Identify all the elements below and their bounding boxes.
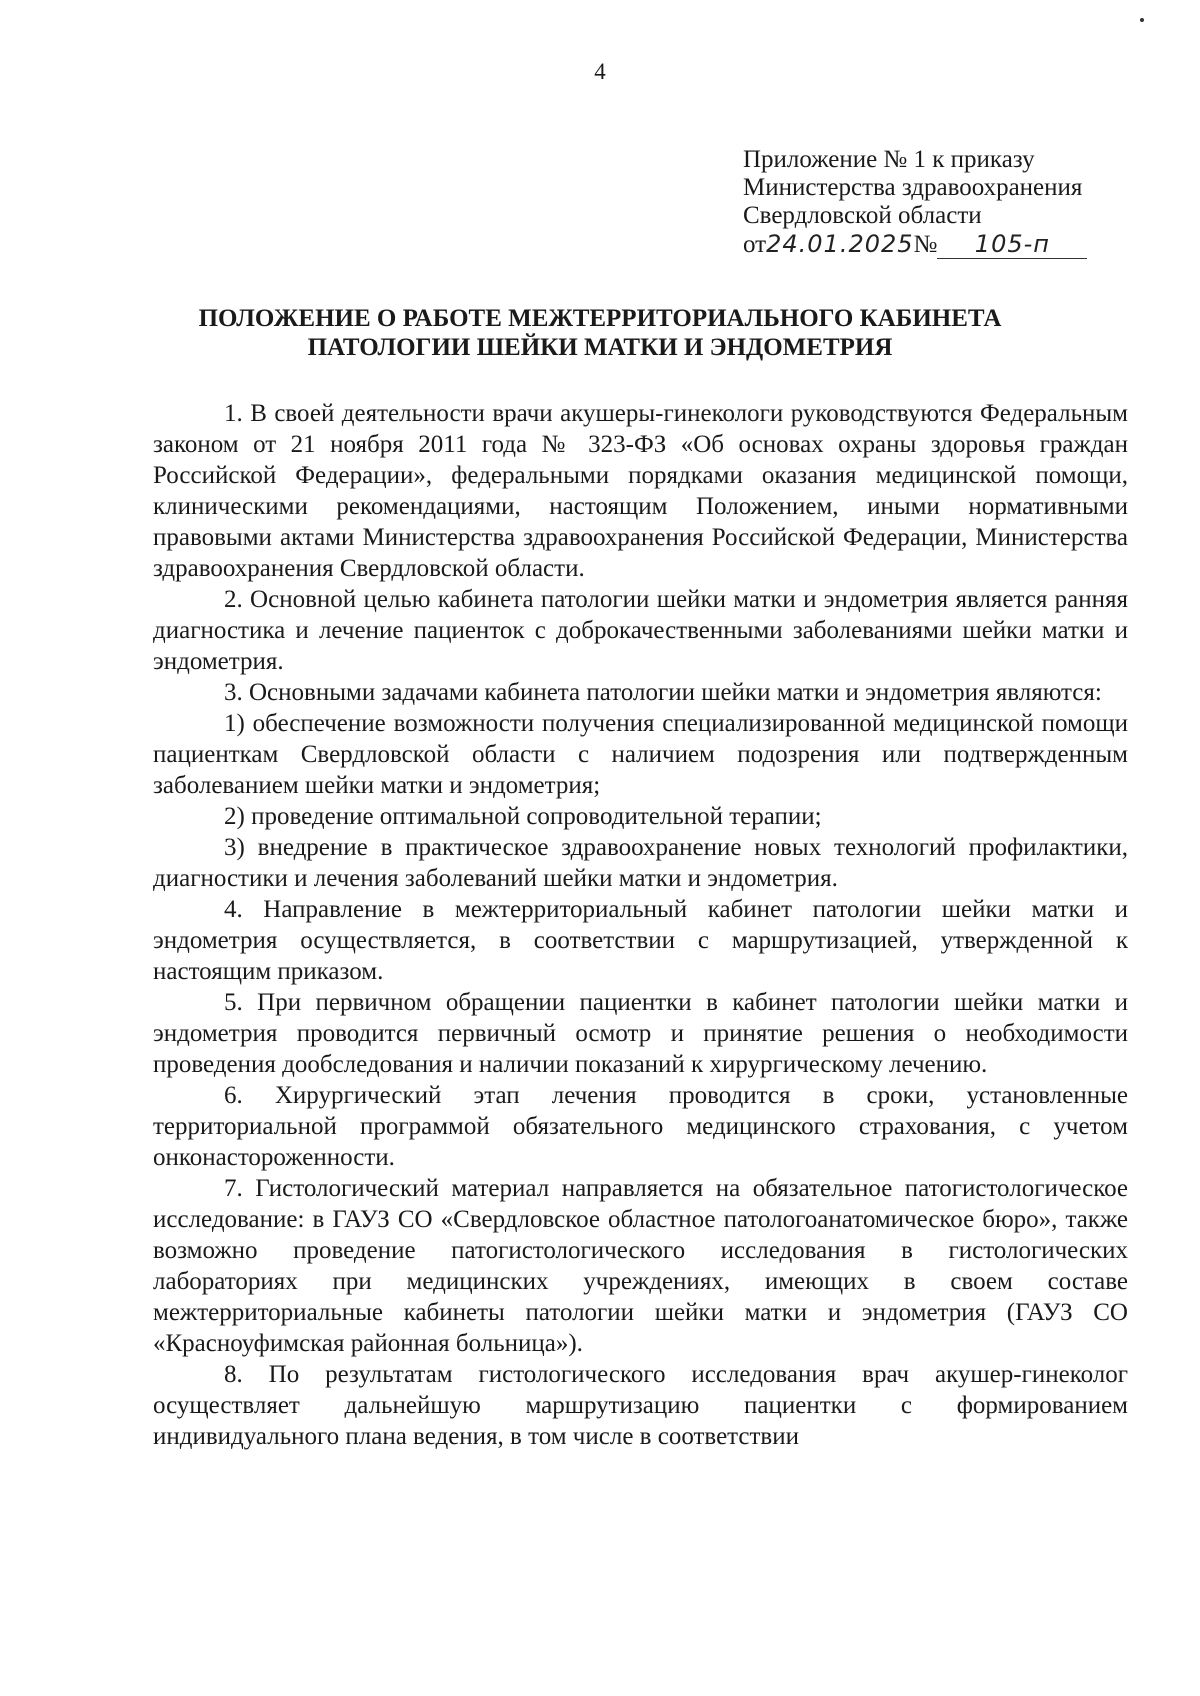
paragraph-1: 1. В своей деятельности врачи акушеры-гинекологи руководствуются Федеральным законом от 21 ноября 2011 года № 323-ФЗ «Об основах охраны здоровья граждан Российской Федерации», федеральными порядками оказания медицинской помощи, клиническими рекомендациями, настоящим Положением, иными нормативными правовыми актами Министерства здравоохранения Российской Федерации, Министерства здравоохранения Свердловской области. bbox=[153, 400, 1128, 582]
document-body bbox=[153, 398, 1128, 1452]
paragraph-4: 4. Направление в межтерриториальный кабинет патологии шейки матки и эндометрия осуществляется, в соответствии с маршрутизацией, утвержденной к настоящим приказом. bbox=[153, 896, 1128, 985]
scan-speck bbox=[1140, 18, 1144, 22]
document-title bbox=[80, 304, 1120, 362]
number-label: № bbox=[913, 231, 938, 258]
paragraph-3-item-3: 3) внедрение в практическое здравоохранение новых технологий профилактики, диагностики и лечения заболеваний шейки матки и эндометрия. bbox=[153, 834, 1128, 892]
appendix-line-1: Приложение № 1 к приказу bbox=[743, 146, 1035, 173]
paragraph-6: 6. Хирургический этап лечения проводится в сроки, установленные территориальной программой обязательного медицинского страхования, с учетом онконастороженности. bbox=[153, 1082, 1128, 1171]
paragraph-3-item-2: 2) проведение оптимальной сопроводительной терапии; bbox=[224, 803, 822, 830]
appendix-date-number bbox=[743, 230, 1163, 259]
paragraph-2: 2. Основной целью кабинета патологии шейки матки и эндометрия является ранняя диагностика и лечение пациенток с доброкачественными заболеваниями шейки матки и эндометрия. bbox=[153, 586, 1128, 675]
appendix-header bbox=[743, 146, 1163, 259]
appendix-line-3: Свердловской области bbox=[743, 202, 982, 229]
title-line-1: ПОЛОЖЕНИЕ О РАБОТЕ МЕЖТЕРРИТОРИАЛЬНОГО КАБИНЕТА bbox=[198, 305, 1002, 332]
title-line-2: ПАТОЛОГИИ ШЕЙКИ МАТКИ И ЭНДОМЕТРИЯ bbox=[307, 334, 893, 361]
handwritten-date: 24.01.2025 bbox=[766, 230, 914, 258]
paragraph-3-item-1: 1) обеспечение возможности получения специализированной медицинской помощи пациенткам Свердловской области с наличием подозрения или подтвержденным заболеванием шейки матки и эндометрия; bbox=[153, 710, 1128, 799]
page-number: 4 bbox=[594, 59, 606, 84]
paragraph-3: 3. Основными задачами кабинета патологии шейки матки и эндометрия являются: bbox=[224, 679, 1102, 706]
paragraph-8: 8. По результатам гистологического исследования врач акушер-гинеколог осуществляет дальнейшую маршрутизацию пациентки с формированием индивидуального плана ведения, в том числе в соответствии bbox=[153, 1361, 1128, 1450]
paragraph-5: 5. При первичном обращении пациентки в кабинет патологии шейки матки и эндометрия проводится первичный осмотр и принятие решения о необходимости проведения дообследования и наличии показаний к хирургическому лечению. bbox=[153, 989, 1128, 1078]
from-label: от bbox=[743, 231, 767, 258]
appendix-line-2: Министерства здравоохранения bbox=[743, 174, 1083, 201]
paragraph-7: 7. Гистологический материал направляется на обязательное патогистологическое исследование: в ГАУЗ СО «Свердловское областное патологоанатомическое бюро», также возможно проведение патогистологического исследования в гистологических лабораториях при медицинских учреждениях, имеющих в своем составе межтерриториальные кабинеты патологии шейки матки и эндометрия (ГАУЗ СО «Красноуфимская районная больница»). bbox=[153, 1175, 1128, 1357]
handwritten-number: 105-п bbox=[937, 230, 1087, 259]
